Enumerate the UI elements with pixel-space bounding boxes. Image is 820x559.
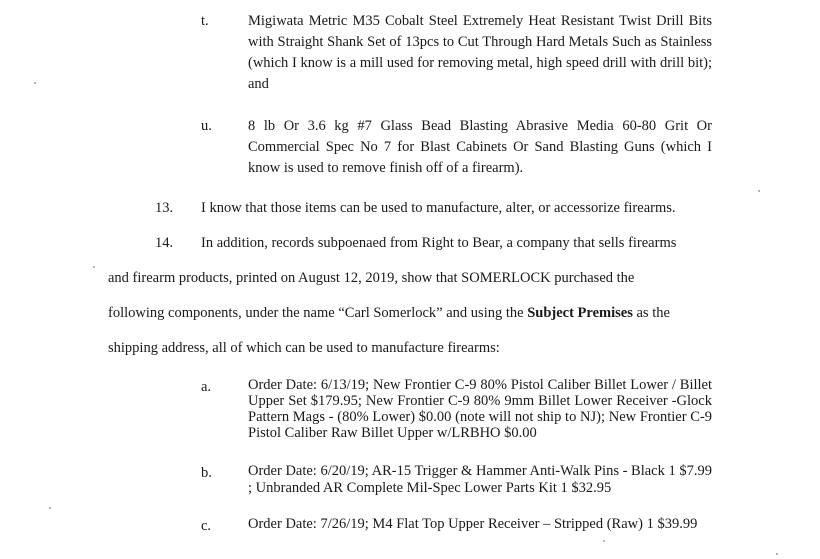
scan-speck <box>758 190 760 192</box>
scan-speck <box>34 82 36 84</box>
list-item-t-text: Migiwata Metric M35 Cobalt Steel Extremely Heat Resistant Twist Drill Bits with Straight Shank Set of 13pcs to Cut Through Hard Metals Such as Stainless (which I know is a mill used for removing metal, high speed drill with drill bit); and <box>248 13 712 92</box>
order-c-text: Order Date: 7/26/19; M4 Flat Top Upper Receiver – Stripped (Raw) 1 $39.99 <box>248 516 698 532</box>
paragraph-13-text: I know that those items can be used to manufacture, alter, or accessorize firearms. <box>201 200 676 216</box>
paragraph-number-13: 13. <box>155 200 174 216</box>
scan-speck <box>603 540 605 542</box>
paragraph-number-14: 14. <box>155 235 174 251</box>
paragraph-14-line-3-end: as the <box>632 305 670 321</box>
order-marker-b: b. <box>201 465 212 481</box>
list-marker-u: u. <box>201 118 212 134</box>
list-marker-t: t. <box>201 13 209 29</box>
paragraph-14-line-3-start: following components, under the name “Carl Somerlock” and using the <box>108 305 528 321</box>
subject-premises-term: Subject Premises <box>527 305 633 321</box>
order-b-text: Order Date: 6/20/19; AR-15 Trigger & Hammer Anti-Walk Pins - Black 1 $7.99 ; Unbranded AR Complete Mil-Spec Lower Parts Kit 1 $32.95 <box>248 463 712 496</box>
paragraph-14-line-4: shipping address, all of which can be used to manufacture firearms: <box>108 340 500 356</box>
paragraph-14-line-2: and firearm products, printed on August 12, 2019, show that SOMERLOCK purchased the <box>108 270 635 286</box>
scan-speck <box>776 553 778 555</box>
order-marker-a: a. <box>201 379 212 395</box>
list-item-u-text: 8 lb Or 3.6 kg #7 Glass Bead Blasting Abrasive Media 60-80 Grit Or Commercial Spec No 7 for Blast Cabinets Or Sand Blasting Guns (which I know is used to remove finish off of a firearm). <box>248 118 712 176</box>
scan-speck <box>93 266 95 268</box>
scan-speck <box>49 507 51 509</box>
paragraph-14-line-1: In addition, records subpoenaed from Right to Bear, a company that sells firearms <box>201 235 677 251</box>
paragraph-14-line-3 <box>108 303 670 324</box>
order-a-text: Order Date: 6/13/19; New Frontier C-9 80% Pistol Caliber Billet Lower / Billet Upper Set $179.95; New Frontier C-9 80% 9mm Billet Lower Receiver -Glock Pattern Mags - (80% Lower) $0.00 (note will not ship to NJ); New Frontier C-9 Pistol Caliber Raw Billet Upper w/LRBHO $0.00 <box>248 377 712 441</box>
order-marker-c: c. <box>201 518 212 534</box>
